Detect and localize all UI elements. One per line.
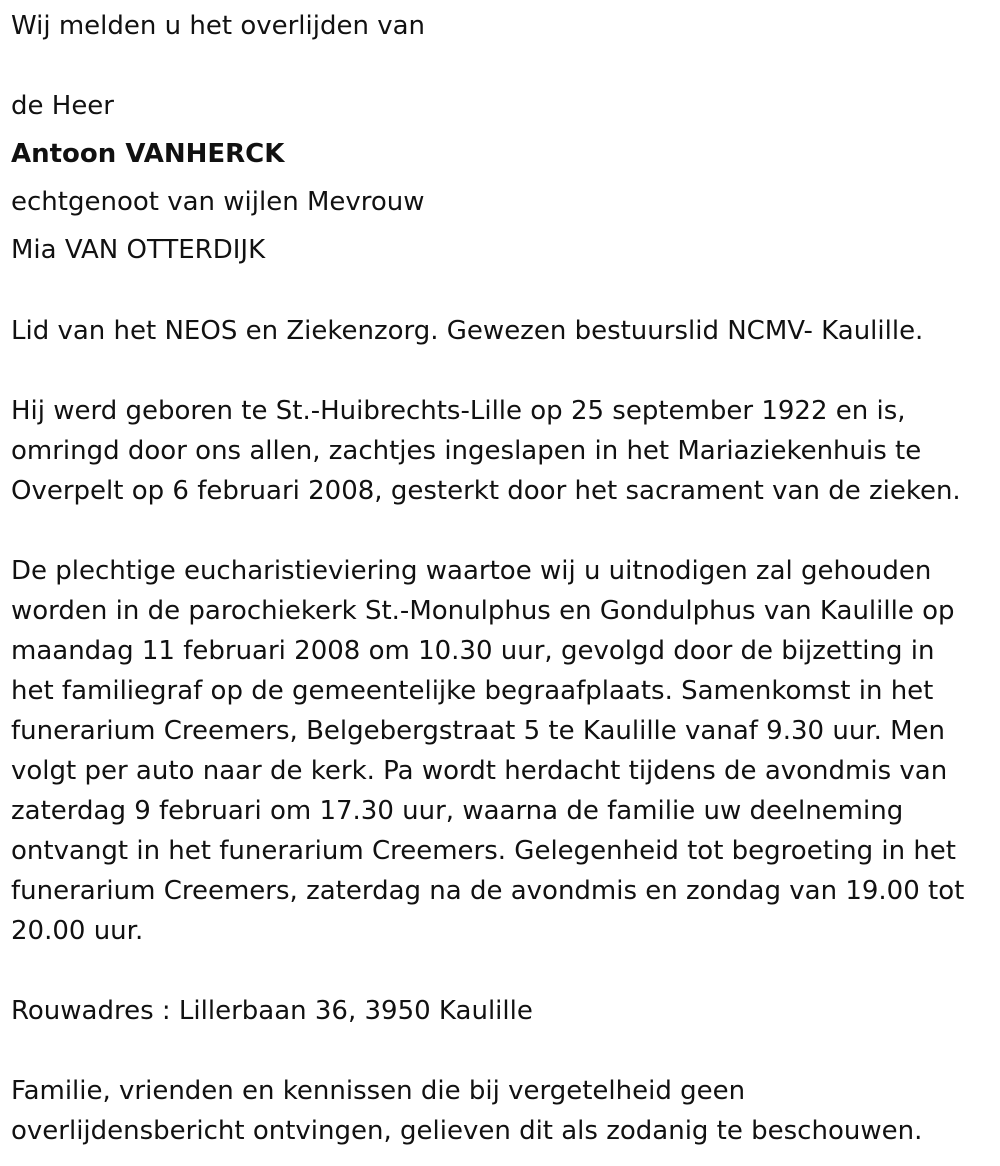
closing-line: Familie, vrienden en kennissen die bij vergetelheid geen	[11, 1076, 746, 1106]
membership-text: Lid van het NEOS en Ziekenzorg. Gewezen bestuurslid NCMV- Kaulille.	[11, 316, 924, 346]
ceremony-line: funerarium Creemers, Belgebergstraat 5 te Kaulille vanaf 9.30 uur. Men	[11, 716, 946, 746]
honorific: de Heer	[11, 91, 114, 121]
ceremony-line: 20.00 uur.	[11, 916, 144, 946]
ceremony-line: ontvangt in het funerarium Creemers. Gelegenheid tot begroeting in het	[11, 836, 957, 866]
closing-line: overlijdensbericht ontvingen, gelieven dit als zodanig te beschouwen.	[11, 1116, 923, 1146]
ceremony-line: funerarium Creemers, zaterdag na de avondmis en zondag van 19.00 tot	[11, 876, 965, 906]
deceased-name: Antoon VANHERCK	[11, 139, 285, 169]
mourning-address: Rouwadres : Lillerbaan 36, 3950 Kaulille	[11, 996, 533, 1026]
intro-text: Wij melden u het overlijden van	[11, 11, 426, 41]
ceremony-line: De plechtige eucharistieviering waartoe wij u uitnodigen zal gehouden	[11, 556, 932, 586]
ceremony-line: het familiegraf op de gemeentelijke begraafplaats. Samenkomst in het	[11, 676, 934, 706]
ceremony-line: volgt per auto naar de kerk. Pa wordt herdacht tijdens de avondmis van	[11, 756, 948, 786]
ceremony-line: maandag 11 februari 2008 om 10.30 uur, gevolgd door de bijzetting in	[11, 636, 935, 666]
birth-death-line: Hij werd geboren te St.-Huibrechts-Lille op 25 september 1922 en is,	[11, 396, 906, 426]
spouse-line-1: echtgenoot van wijlen Mevrouw	[11, 187, 425, 217]
birth-death-line: omringd door ons allen, zachtjes ingeslapen in het Mariaziekenhuis te	[11, 436, 922, 466]
spouse-line-2: Mia VAN OTTERDIJK	[11, 235, 266, 265]
ceremony-line: worden in de parochiekerk St.-Monulphus en Gondulphus van Kaulille op	[11, 596, 955, 626]
ceremony-line: zaterdag 9 februari om 17.30 uur, waarna de familie uw deelneming	[11, 796, 904, 826]
birth-death-line: Overpelt op 6 februari 2008, gesterkt door het sacrament van de zieken.	[11, 476, 961, 506]
